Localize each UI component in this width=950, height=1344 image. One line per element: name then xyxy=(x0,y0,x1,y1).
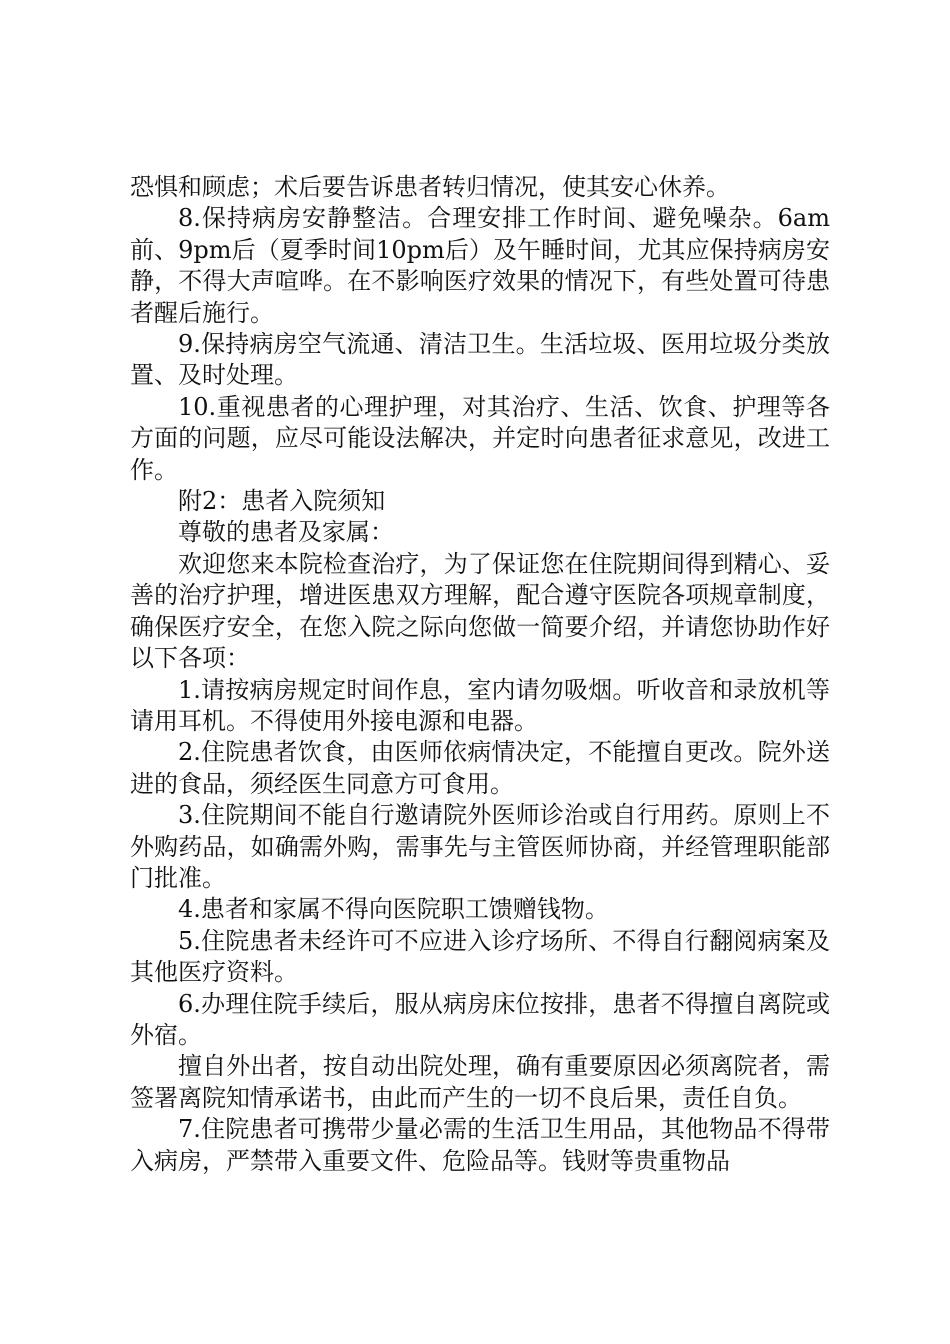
appendix-heading: 附2：患者入院须知 xyxy=(178,487,386,516)
notice-item-1: 1.请按病房规定时间作息，室内请勿吸烟。听收音和录放机等请用耳机。不得使用外接电源和电器。 xyxy=(130,675,830,735)
notice-item-7: 7.住院患者可携带少量必需的生活卫生用品，其他物品不得带入病房，严禁带入重要文件、危险品等。钱财等贵重物品 xyxy=(130,1115,830,1175)
notice-item-6-supplement: 擅自外出者，按自动出院处理，确有重要原因必须离院者，需签署离院知情承诺书，由此而产生的一切不良后果，责任自负。 xyxy=(130,1052,830,1112)
notice-item-3: 3.住院期间不能自行邀请院外医师诊治或自行用药。原则上不外购药品，如确需外购，需事先与主管医师协商，并经管理职能部门批准。 xyxy=(130,801,830,892)
notice-item-6: 6.办理住院手续后，服从病房床位按排，患者不得擅自离院或外宿。 xyxy=(130,989,830,1049)
intro-paragraph: 欢迎您来本院检查治疗，为了保证您在住院期间得到精心、妥善的治疗护理，增进医患双方理解，配合遵守医院各项规章制度，确保医疗安全，在您入院之际向您做一简要介绍，并请您协助作好以下各项： xyxy=(130,549,830,673)
notice-item-4: 4.患者和家属不得向医院职工馈赠钱物。 xyxy=(178,895,609,924)
salutation: 尊敬的患者及家属： xyxy=(178,518,394,547)
paragraph-continuation: 恐惧和顾虑；术后要告诉患者转归情况，使其安心休养。 xyxy=(130,173,730,201)
notice-item-2: 2.住院患者饮食，由医师依病情决定，不能擅自更改。院外送进的食品，须经医生同意方可食用。 xyxy=(130,738,830,798)
paragraph-item-10: 10.重视患者的心理护理，对其治疗、生活、饮食、护理等各方面的问题，应尽可能设法解决，并定时向患者征求意见，改进工作。 xyxy=(130,392,830,484)
paragraph-item-8: 8.保持病房安静整洁。合理安排工作时间、避免噪杂。6am前、9pm后（夏季时间10pm后）及午睡时间，尤其应保持病房安静，不得大声喧哗。在不影响医疗效果的情况下，有些处置可待患者醒后施行。 xyxy=(130,204,830,327)
document-page xyxy=(130,172,830,1177)
paragraph-item-9: 9.保持病房空气流通、清洁卫生。生活垃圾、医用垃圾分类放置、及时处理。 xyxy=(130,330,830,390)
notice-item-5: 5.住院患者未经许可不应进入诊疗场所、不得自行翻阅病案及其他医疗资料。 xyxy=(130,926,830,987)
